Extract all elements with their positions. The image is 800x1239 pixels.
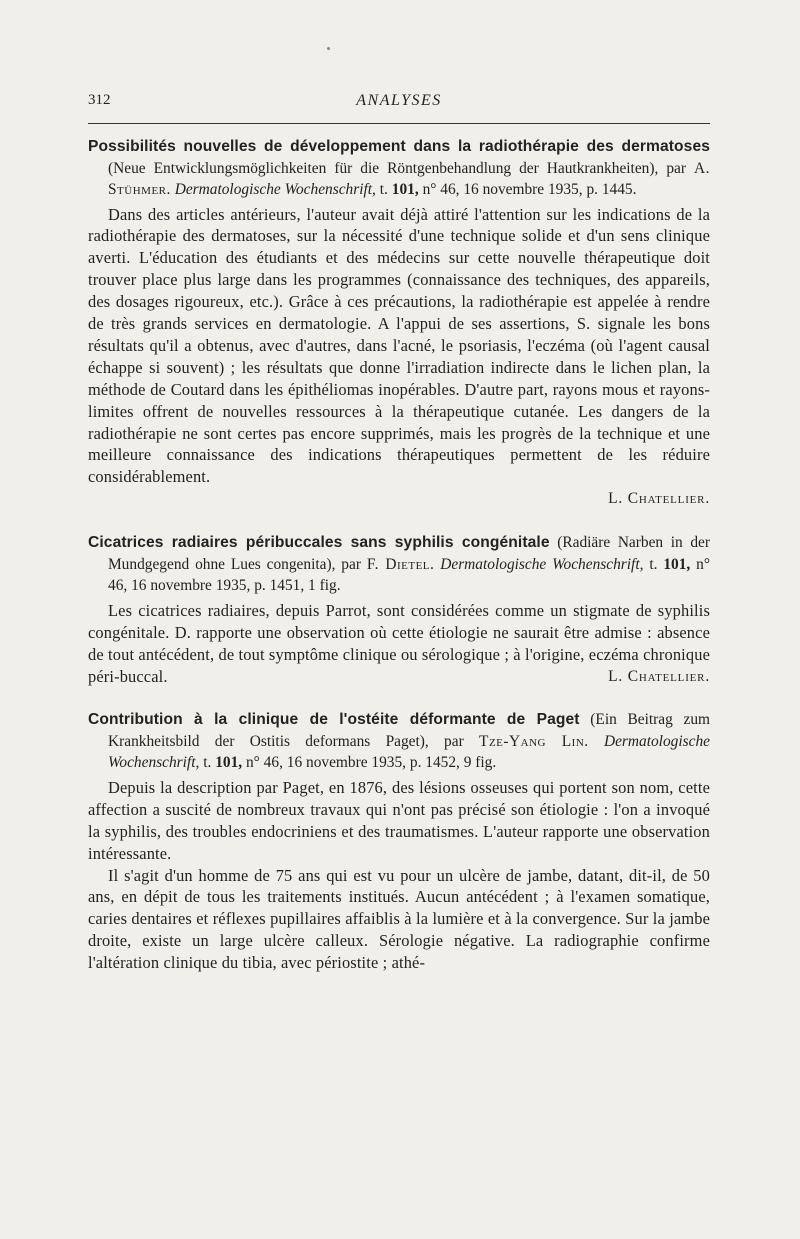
article-title: Contribution à la clinique de l'ostéite déformante de Paget — [88, 711, 580, 729]
article-subtitle: (Radiäre Narben in der Mundgegend ohne Lues congenita), par — [108, 534, 710, 573]
article-journal: Dermatologische Wochenschrift, — [174, 181, 376, 198]
article-3 — [88, 709, 710, 974]
article-paragraph: Dans des articles antérieurs, l'auteur avait déjà attiré l'attention sur les indications de la radiothérapie des dermatoses, sur la nécessité d'une technique solide et d'un sens clinique averti. L'éducation des étudiants et des médecins sur cette nouvelle thérapeutique doit trouver place plus large dans les programmes (connaissance des techniques, des appareils, des dosages rigoureux, etc.). Grâce à ces précautions, la radiothérapie est appelée à rendre de très grands services en dermatologie. A l'appui de ses assertions, S. signale les bons résultats qu'il a obtenus, avec d'autres, dans l'acné, le psoriasis, l'eczéma (où l'agent causal échappe si souvent) ; les résultats que donne l'irradiation indirecte dans le lichen plan, la méthode de Coutard dans les épithéliomas inopérables. D'autre part, rayons mous et rayons-limites offrent de nouvelles ressources à la thérapeutique cutanée. Les dangers de la radiothérapie ne sont certes pas encore supprimés, mais les progrès de la technique et une meilleure connaissance des indications thérapeutiques permettent de les réduire considérablement. — [88, 204, 710, 487]
running-title: ANALYSES — [356, 92, 442, 109]
article-signature: L. Chatellier. — [608, 490, 710, 508]
article-volume: 101, — [663, 555, 691, 573]
article-vol-prefix: t. — [203, 754, 212, 772]
article-paragraph: Il s'agit d'un homme de 75 ans qui est vu pour un ulcère de jambe, datant, dit-il, de 50 ans, en dépit de tous les traitements institués. Aucun antécédent ; à l'examen somatique, caries dentaires et réflexes pupillaires affaiblis à la lumière et à la convergence. Sur la jambe droite, existe un large ulcère calleux. Sérologie négative. La radiographie confirme l'altération clinique du tibia, avec périostite ; athé- — [88, 865, 710, 973]
article-volume: 101, — [391, 181, 419, 198]
article-title: Cicatrices radiaires péribuccales sans syphilis congénitale — [88, 534, 550, 552]
article-details: n° 46, 16 novembre 1935, p. 1452, 9 fig. — [245, 754, 497, 772]
article-vol-prefix: t. — [649, 555, 658, 573]
article-reference — [88, 136, 710, 201]
article-reference — [88, 532, 710, 597]
article-paragraph — [88, 600, 710, 688]
running-header — [88, 92, 710, 109]
article-subtitle: (Ein Beitrag zum Krankheitsbild der Ostitis deformans Paget), par — [108, 711, 710, 750]
article-vol-prefix: t. — [379, 181, 388, 198]
page-number: 312 — [88, 92, 111, 108]
article-paragraph-text: Les cicatrices radiaires, depuis Parrot, sont considérées comme un stigmate de syphilis congénitale. D. rapporte une observation où cette étiologie ne saurait être admise : absence de tout antécédent, de tout symptôme clinique ou sérologique ; à l'origine, eczéma chronique péri-buccal. — [88, 600, 710, 686]
article-author: A. Stühmer. — [108, 159, 710, 198]
article-details: n° 46, 16 novembre 1935, p. 1445. — [422, 181, 637, 198]
article-paragraph: Depuis la description par Paget, en 1876, des lésions osseuses qui portent son nom, cette affection a suscité de nombreux travaux qui n'ont pas précisé son étiologie : l'on a invoqué la syphilis, des troubles endocriniens et des traumatismes. L'auteur rapporte une observation intéressante. — [88, 777, 710, 863]
article-journal: Dermatologische Wochenschrift, — [108, 732, 710, 772]
page — [88, 92, 710, 974]
header-rule — [88, 123, 710, 124]
article-signature: L. Chatellier. — [608, 667, 710, 685]
article-subtitle: (Neue Entwicklungsmöglichkeiten für die Röntgenbehandlung der Hautkrankheiten), par — [108, 159, 686, 177]
article-volume: 101, — [215, 754, 243, 772]
article-details: n° 46, 16 novembre 1935, p. 1451, 1 fig. — [108, 555, 711, 595]
article-author: Tze-Yang Lin. — [479, 732, 589, 750]
article-2 — [88, 532, 710, 687]
page-speck — [327, 47, 330, 50]
article-1 — [88, 136, 710, 510]
article-title: Possibilités nouvelles de développement dans la radiothérapie des dermatoses — [88, 138, 710, 155]
article-journal: Dermatologische Wochenschrift, — [440, 555, 644, 573]
article-author: F. Dietel. — [366, 555, 435, 573]
article-reference — [88, 709, 710, 774]
